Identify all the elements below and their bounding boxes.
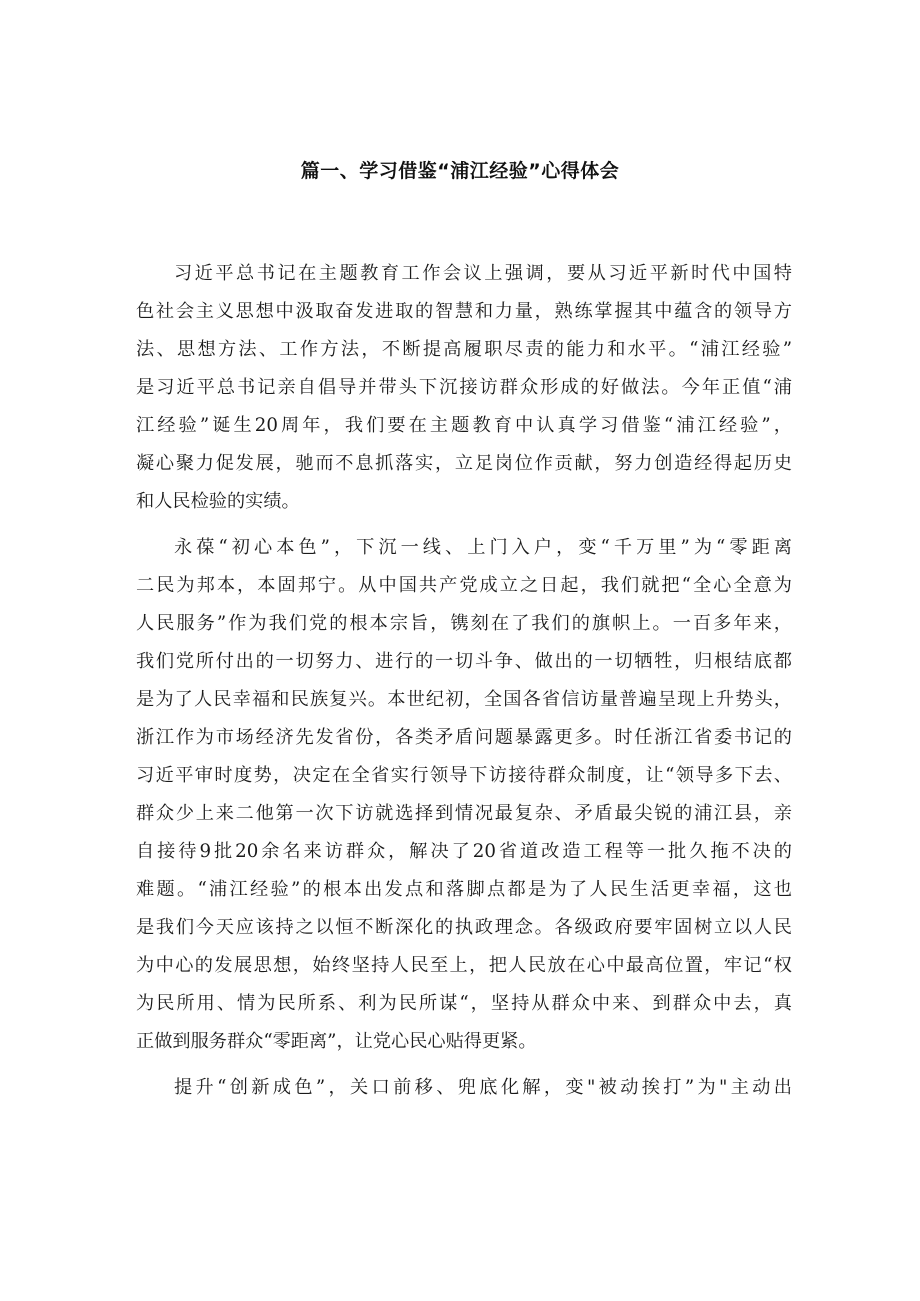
text-line: 是习近平总书记亲自倡导并带头下沉接访群众形成的好做法。今年正值“浦 [136, 377, 792, 398]
text-line: 习近平审时度势，决定在全省实行领导下访接待群众制度，让“领导多下去、 [136, 765, 792, 786]
text-line: 江经验”诞生20周年，我们要在主题教育中认真学习借鉴“浦江经验”， [136, 415, 792, 436]
text-line: 习近平总书记在主题教育工作会议上强调，要从习近平新时代中国特 [174, 263, 792, 284]
text-line: 提升“创新成色”，关口前移、兜底化解，变"被动挨打”为"主动出 [174, 1077, 792, 1098]
text-line: 群众少上来二他第一次下访就选择到情况最复杂、矛盾最尖锐的浦江县，亲 [136, 803, 792, 824]
text-line: 浙江作为市场经济先发省份，各类矛盾问题暴露更多。时任浙江省委书记的 [136, 727, 792, 748]
text-line: 为中心的发展思想，始终坚持人民至上，把人民放在心中最高位置，牢记“权 [136, 955, 792, 976]
text-line: 是为了人民幸福和民族复兴。本世纪初，全国各省信访量普遍呈现上升势头， [136, 689, 792, 710]
text-line: 自接待9批20余名来访群众，解决了20省道改造工程等一批久拖不决的 [136, 841, 792, 862]
text-line: 二民为邦本，本固邦宁。从中国共产党成立之日起，我们就把“全心全意为 [136, 575, 792, 596]
text-line: 难题。“浦江经验”的根本出发点和落脚点都是为了人民生活更幸福，这也 [136, 879, 792, 900]
text-line: 凝心聚力促发展，驰而不息抓落实，立足岗位作贡献，努力创造经得起历史 [136, 453, 792, 474]
text-line: 为民所用、情为民所系、利为民所谋“，坚持从群众中来、到群众中去，真 [136, 993, 792, 1014]
text-line: 正做到服务群众“零距离”，让党心民心贴得更紧。 [136, 1031, 537, 1052]
text-line: 和人民检验的实绩。 [136, 491, 300, 512]
text-line: 人民服务”作为我们党的根本宗旨，镌刻在了我们的旗帜上。一百多年来， [136, 613, 792, 634]
text-line: 永葆“初心本色”，下沉一线、上门入户，变“千万里”为“零距离 [174, 537, 792, 558]
text-line: 我们党所付出的一切努力、进行的一切斗争、做出的一切牺牲，归根结底都 [136, 651, 792, 672]
text-line: 法、思想方法、工作方法，不断提高履职尽责的能力和水平。“浦江经验” [136, 339, 792, 360]
text-line: 色社会主义思想中汲取奋发进取的智慧和力量，熟练掌握其中蕴含的领导方 [136, 301, 792, 322]
document-title: 篇一、学习借鉴“浦江经验”心得体会 [300, 160, 620, 182]
text-line: 是我们今天应该持之以恒不断深化的执政理念。各级政府要牢固树立以人民 [136, 917, 792, 938]
